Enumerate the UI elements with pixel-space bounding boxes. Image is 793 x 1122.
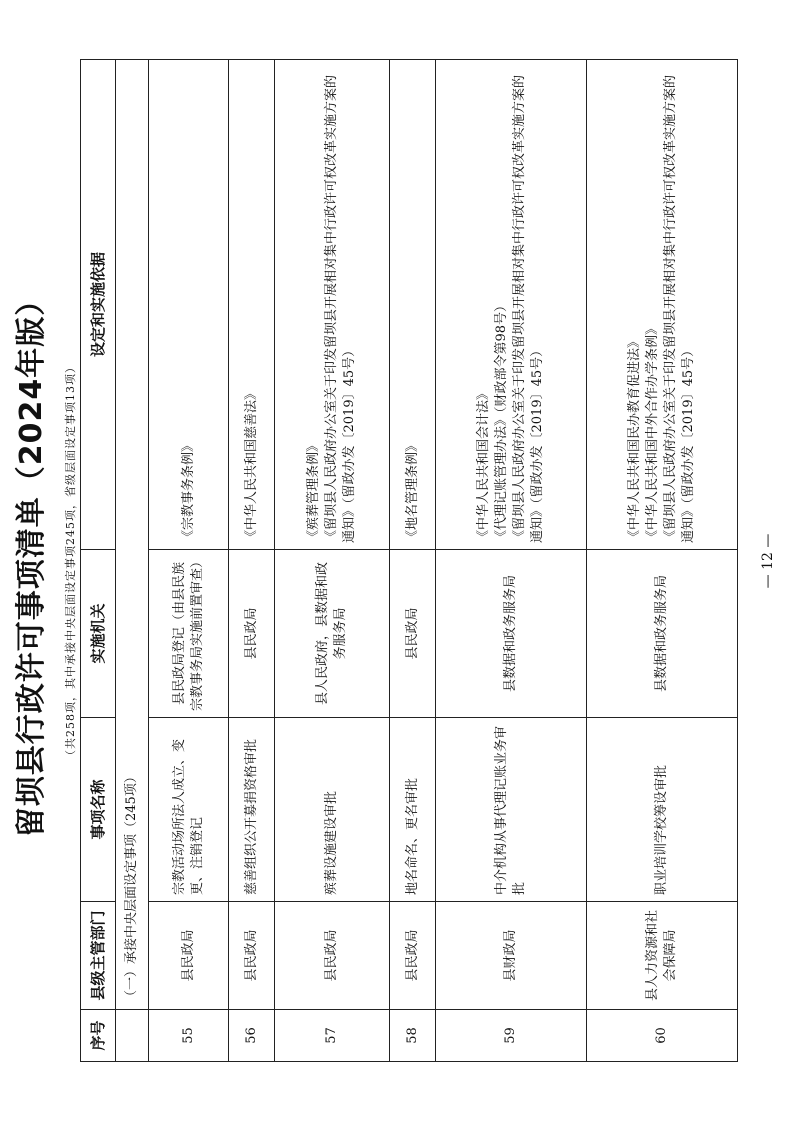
header-basis: 设定和实施依据 [81,60,116,550]
section-row [116,60,149,1062]
page-number: — 12 — [760,533,776,589]
row-dept: 县财政局 [435,902,586,1010]
basis-line: 《地名管理条例》 [404,438,420,543]
row-dept: 县民政局 [390,902,435,1010]
document-subtitle: （共258项，其中承接中央层面设定事项245项，省级层面设定事项13项） [64,361,77,761]
row-item: 职业培训学校筹设审批 [586,718,737,902]
row-dept: 县民政局 [274,902,390,1010]
row-basis [149,60,229,550]
row-seq: 56 [229,1010,274,1062]
basis-line: 《代理记账管理办法》（财政部令第98号） [493,298,509,543]
table-row [390,60,435,1062]
row-agency: 县数据和政务服务局 [586,550,737,718]
table-row [149,60,229,1062]
row-agency: 县民政局 [390,550,435,718]
row-dept: 县民政局 [229,902,274,1010]
row-seq: 57 [274,1010,390,1062]
row-dept: 县民政局 [149,902,229,1010]
row-agency: 县民政局登记（由县民族宗教事务局实施前置审查） [149,550,229,718]
header-dept: 县级主管部门 [81,902,116,1010]
basis-line: 《殡葬管理条例》 [306,438,322,543]
permit-table [80,59,738,1062]
row-agency: 县民政局 [229,550,274,718]
row-item: 地名命名、更名审批 [390,718,435,902]
basis-line: 《中华人民共和国中外合作办学条例》 [644,321,660,543]
row-basis [435,60,586,550]
basis-line: 《中华人民共和国会计法》 [475,386,491,543]
row-item: 宗教活动场所法人成立、变更、注销登记 [149,718,229,902]
row-agency: 县人民政府，县数据和政务服务局 [274,550,390,718]
basis-line: 《中华人民共和国民办教育促进法》 [626,334,642,543]
row-seq: 59 [435,1010,586,1062]
section-title: （一）承接中央层面设定事项（245项） [116,60,149,1010]
basis-line: 《留坝县人民政府办公室关于印发留坝县开展相对集中行政许可权改革实施方案的通知》（留政办发〔2019〕45号） [511,74,545,543]
row-basis [390,60,435,550]
basis-line: 《宗教事务条例》 [180,438,196,543]
row-seq: 60 [586,1010,737,1062]
table-row [274,60,390,1062]
header-item: 事项名称 [81,718,116,902]
header-agency: 实施机关 [81,550,116,718]
row-dept: 县人力资源和社会保障局 [586,902,737,1010]
basis-line: 《留坝县人民政府办公室关于印发留坝县开展相对集中行政许可权改革实施方案的通知》（留政办发〔2019〕45号） [662,74,696,543]
basis-line: 《中华人民共和国慈善法》 [243,386,259,543]
table-header-row [81,60,116,1062]
section-spacer [116,1010,149,1062]
table-row [435,60,586,1062]
document-title: 留坝县行政许可事项清单（2024年版） [14,284,49,838]
row-item: 殡葬设施建设审批 [274,718,390,902]
row-agency: 县数据和政务服务局 [435,550,586,718]
row-item: 慈善组织公开募捐资格审批 [229,718,274,902]
row-basis [229,60,274,550]
row-item: 中介机构从事代理记账业务审批 [435,718,586,902]
header-seq: 序号 [81,1010,116,1062]
row-seq: 55 [149,1010,229,1062]
table-row [586,60,737,1062]
table-row [229,60,274,1062]
row-basis [586,60,737,550]
row-basis [274,60,390,550]
basis-line: 《留坝县人民政府办公室关于印发留坝县开展相对集中行政许可权改革实施方案的通知》（留政办发〔2019〕45号） [324,74,358,543]
row-seq: 58 [390,1010,435,1062]
